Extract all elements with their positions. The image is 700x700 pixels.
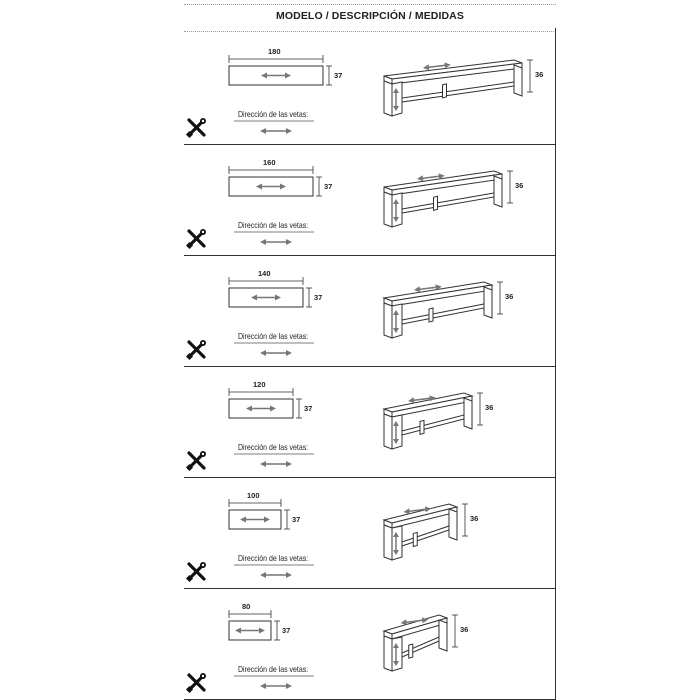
width-dimension-line — [229, 499, 281, 507]
depth-value: 37 — [304, 404, 313, 413]
grain-direction-arrow-icon — [260, 128, 292, 134]
header-divider — [184, 31, 556, 32]
width-dimension-line — [229, 55, 323, 63]
bench-3d-drawing — [384, 171, 502, 227]
model-drawing — [184, 145, 556, 256]
width-value: 80 — [242, 602, 251, 611]
height-value: 36 — [535, 70, 544, 79]
depth-value: 37 — [334, 71, 343, 80]
wrench-screwdriver-icon — [186, 673, 206, 693]
page-title: MODELO / DESCRIPCIÓN / MEDIDAS — [276, 10, 464, 22]
height-dimension-line — [477, 393, 483, 425]
depth-dimension-line — [306, 288, 312, 307]
grain-direction-arrow-icon — [260, 461, 292, 467]
wrench-screwdriver-icon — [186, 340, 206, 360]
depth-dimension-line — [326, 66, 332, 85]
model-drawing — [184, 478, 556, 589]
model-row — [184, 256, 556, 367]
grain-direction-arrow-icon — [260, 572, 292, 578]
height-value: 36 — [505, 292, 514, 301]
depth-dimension-line — [316, 177, 322, 196]
width-value: 160 — [263, 158, 276, 167]
width-dimension-line — [229, 166, 313, 174]
wrench-screwdriver-icon — [186, 229, 206, 249]
height-dimension-line — [497, 282, 503, 314]
grain-direction-label: Dirección de las vetas: — [238, 109, 309, 119]
wrench-screwdriver-icon — [186, 118, 206, 138]
grain-direction-arrow-icon — [260, 683, 292, 689]
height-value: 36 — [485, 403, 494, 412]
height-dimension-line — [452, 615, 458, 647]
width-dimension-line — [229, 610, 271, 618]
height-dimension-line — [507, 171, 513, 203]
model-row — [184, 478, 556, 589]
grain-direction-label: Dirección de las vetas: — [238, 220, 309, 230]
wrench-screwdriver-icon — [186, 451, 206, 471]
bench-3d-drawing — [384, 282, 492, 338]
depth-dimension-line — [296, 399, 302, 418]
bench-3d-drawing — [384, 60, 522, 116]
top-divider — [184, 4, 556, 5]
height-value: 36 — [460, 625, 469, 634]
height-value: 36 — [515, 181, 524, 190]
width-value: 100 — [247, 491, 260, 500]
width-dimension-line — [229, 388, 293, 396]
depth-dimension-line — [284, 510, 290, 529]
spec-sheet — [184, 0, 556, 700]
width-dimension-line — [229, 277, 303, 285]
height-dimension-line — [462, 504, 468, 536]
depth-value: 37 — [292, 515, 301, 524]
model-drawing — [184, 256, 556, 367]
grain-direction-label: Dirección de las vetas: — [238, 331, 309, 341]
model-row — [184, 145, 556, 256]
model-drawing — [184, 589, 556, 700]
model-row — [184, 589, 556, 700]
grain-direction-arrow-icon — [260, 239, 292, 245]
model-drawing — [184, 367, 556, 478]
grain-direction-arrow-icon — [260, 350, 292, 356]
width-value: 180 — [268, 47, 281, 56]
model-row — [184, 367, 556, 478]
width-value: 120 — [253, 380, 266, 389]
width-value: 140 — [258, 269, 271, 278]
model-row — [184, 34, 556, 145]
bench-3d-drawing — [384, 615, 447, 671]
grain-direction-label: Dirección de las vetas: — [238, 553, 309, 563]
height-dimension-line — [527, 60, 533, 92]
wrench-screwdriver-icon — [186, 562, 206, 582]
grain-direction-label: Dirección de las vetas: — [238, 664, 309, 674]
grain-direction-label: Dirección de las vetas: — [238, 442, 309, 452]
depth-value: 37 — [324, 182, 333, 191]
height-value: 36 — [470, 514, 479, 523]
depth-dimension-line — [274, 621, 280, 640]
model-drawing — [184, 34, 556, 145]
depth-value: 37 — [314, 293, 323, 302]
depth-value: 37 — [282, 626, 291, 635]
